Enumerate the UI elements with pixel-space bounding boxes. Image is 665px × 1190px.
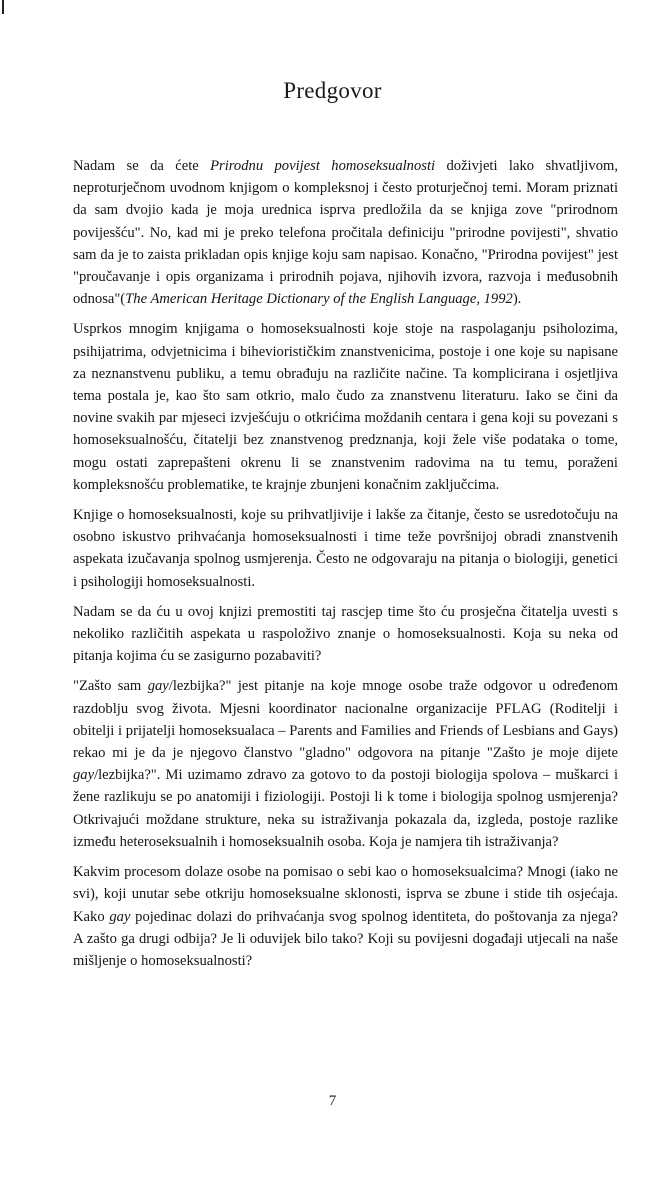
paragraph bbox=[73, 155, 618, 310]
body-text bbox=[73, 155, 618, 980]
paragraph bbox=[73, 318, 618, 496]
paragraph-text: doživjeti lako shvatljivom, neproturječnom uvodnom knjigom o kompleksnoj i često proturječnoj temi. Moram priznati da sam dvojio kada je moja urednica isprva predložila da se knjiga zove "prirodnom povijesšću". No, kad mi je preko telefona pročitala definiciju "prirodne povijesti", shvatio sam da je to zaista prikladan opis knjige koju sam napisao. Konačno, "Prirodna povijest" jest "proučavanje i opis organizama i prirodnih pojava, njihovih izvora, razvoja i međusobnih odnosa"( bbox=[73, 158, 619, 308]
paragraph-text: pojedinac dolazi do prihvaćanja svog spolnog identiteta, do poštovanja za njega? A zašto ga drugi odbija? Je li oduvijek bilo tako? Koji su povijesni događaji utjecali na naše mišljenje o homoseksualnosti? bbox=[73, 908, 618, 969]
paragraph bbox=[73, 504, 618, 593]
paragraph bbox=[73, 675, 618, 853]
paragraph bbox=[73, 861, 618, 972]
page-title: Predgovor bbox=[283, 78, 382, 103]
italic-term: gay bbox=[109, 908, 131, 925]
italic-term: gay bbox=[147, 678, 169, 695]
book-title: Prirodnu povijest homoseksualnosti bbox=[210, 158, 436, 174]
paragraph-text: "Zašto sam bbox=[73, 678, 148, 695]
paragraph-text: Usprkos mnogim knjigama o homoseksualnosti koje stoje na raspolaganju psiholozima, psihijatrima, odvjetnicima i biheviorističkim znanstvenicima, postoje i one koje su napisane za neznanstvenu publiku, a temu obrađuju na različite načine. Ta komplicirana i osjetljiva tema postala je, kao što sam otkrio, malo čudo za znanstvenu literaturu. Iako se čini da novine svakih par mjeseci izvješćuju o otkrićima moždanih centara i gena koji su povezani s homoseksualnošću, čitatelji bez znanstvenog predznanja, koji žele više podataka o tome, mogu ostati zaprepašteni okrenu li se znanstvenim radovima na tu temu, poraženi kompleksnošću problematike, te krajnje zbunjeni konačnim zaključcima. bbox=[73, 321, 618, 493]
paragraph-text: /lezbijka?". Mi uzimamo zdravo za gotovo to da postoji biologija spolova – muškarci i žene razlikuju se po anatomiji i fiziologiji. Postoji li k tome i biologija spolnog usmjerenja? Otkrivajući moždane strukture, neka su istraživanja pokazala da, izgleda, postoje razlike između heteroseksualnih i homoseksualnih osoba. Koja je namjera tih istraživanja? bbox=[73, 767, 618, 850]
page-number: 7 bbox=[328, 1093, 337, 1109]
scan-edge-mark bbox=[2, 0, 4, 14]
paragraph-text: Nadam se da ću u ovoj knjizi premostiti taj rascjep time što ću prosječna čitatelja uvesti s nekoliko različitih aspekata u raspoloživo znanje o homoseksualnosti. Koja su neka od pitanja kojima ću se zasigurno pozabaviti? bbox=[73, 603, 618, 665]
citation-title: The American Heritage Dictionary of the English Language, 1992 bbox=[125, 291, 513, 308]
paragraph bbox=[73, 601, 618, 668]
italic-term: gay bbox=[73, 767, 95, 784]
paragraph-text: Nadam se da ćete bbox=[73, 158, 211, 174]
paragraph-text: ). bbox=[512, 291, 522, 308]
paragraph-text: Kakvim procesom dolaze osobe na pomisao o sebi kao o homoseksualcima? Mnogi (iako ne svi), koji unutar sebe otkriju homoseksualne sklonosti, isprva se zbune i stide tih osjećaja. Kako bbox=[73, 864, 618, 925]
paragraph-text: /lezbijka?" jest pitanje na koje mnoge osobe traže odgovor u određenom razdoblju svog života. Mjesni koordinator nacionalne organizacije PFLAG (Roditelji i obitelji i prijatelji homoseksualaca – Parents and Families and Friends of Lesbians and Gays) rekao mi je da je njegovo članstvo "gladno" odgovora na pitanje "Zašto je moje dijete bbox=[73, 678, 618, 762]
paragraph-text: Knjige o homoseksualnosti, koje su prihvatljivije i lakše za čitanje, često se usredotočuju na osobno iskustvo prihvaćanja homoseksualnosti i time teže površnijoj obradi znanstvenih aspekata izučavanja spolnog usmjerenja. Često ne odgovaraju na pitanja o biologiji, genetici i psihologiji homoseksualnosti. bbox=[73, 507, 618, 590]
